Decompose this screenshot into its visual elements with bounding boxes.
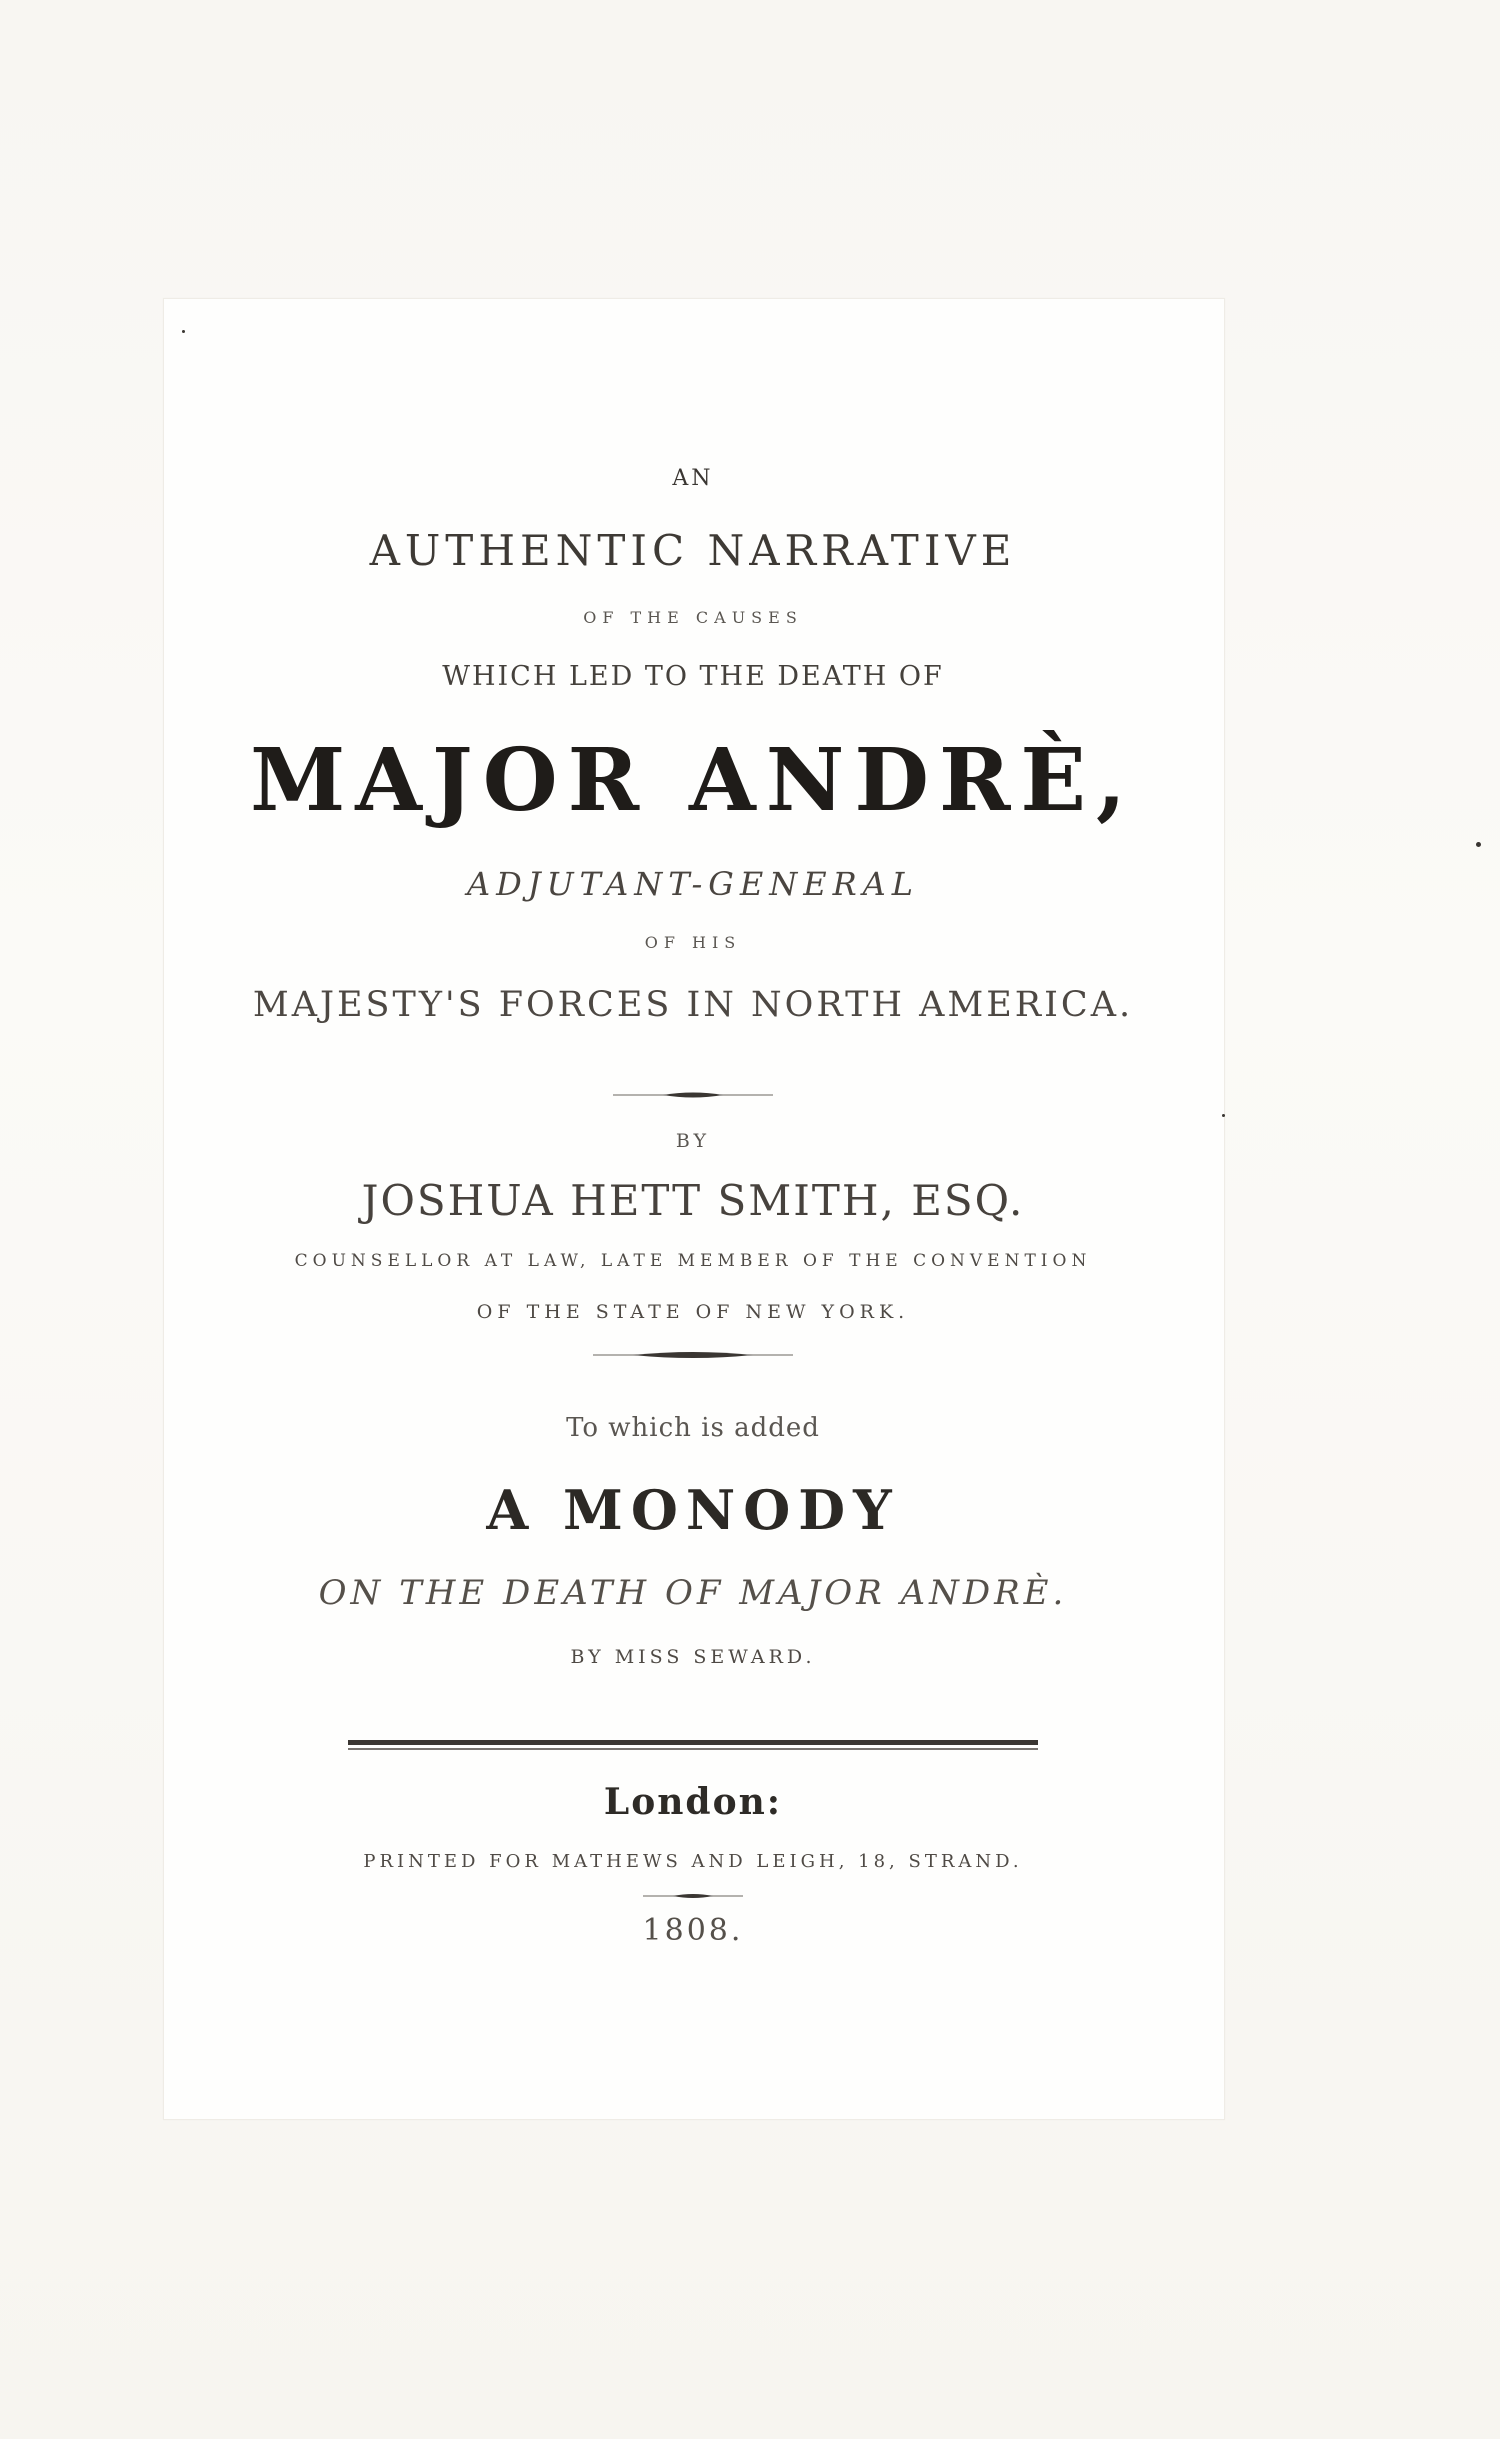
title-major-andre: MAJOR ANDRÈ, (250, 730, 1136, 831)
title-an: AN (672, 466, 714, 491)
monody-author: BY MISS SEWARD. (570, 1646, 816, 1668)
to-which-is-added: To which is added (566, 1413, 820, 1443)
title-of-his: OF HIS (644, 933, 742, 952)
thick-double-rule (348, 1739, 1038, 1751)
imprint-printed-for: PRINTED FOR MATHEWS AND LEIGH, 18, STRAND. (363, 1851, 1023, 1872)
author-by: BY (675, 1130, 711, 1152)
ink-speck (1476, 842, 1481, 847)
title-majestys-forces: MAJESTY'S FORCES IN NORTH AMERICA. (252, 985, 1134, 1025)
imprint-london: London: (603, 1781, 783, 1823)
ink-speck (182, 330, 185, 333)
monody-subtitle: ON THE DEATH OF MAJOR ANDRÈ. (318, 1573, 1068, 1613)
ornamental-rule-2 (593, 1350, 793, 1360)
title-which-led: WHICH LED TO THE DEATH OF (442, 661, 944, 692)
author-title-line-2: OF THE STATE OF NEW YORK. (476, 1301, 910, 1323)
title-adjutant-general: ADJUTANT-GENERAL (466, 865, 920, 903)
monody-title: A MONODY (486, 1478, 900, 1542)
imprint-year: 1808. (642, 1913, 744, 1948)
ornamental-rule-1 (613, 1090, 773, 1100)
ornamental-rule-3 (643, 1892, 743, 1900)
title-authentic-narrative: AUTHENTIC NARRATIVE (369, 526, 1017, 575)
title-of-the-causes: OF THE CAUSES (583, 608, 803, 627)
author-name: JOSHUA HETT SMITH, ESQ. (361, 1176, 1025, 1225)
author-title-line-1: COUNSELLOR AT LAW, LATE MEMBER OF THE CONVENTION (294, 1251, 1092, 1271)
ink-speck (1222, 1114, 1225, 1117)
